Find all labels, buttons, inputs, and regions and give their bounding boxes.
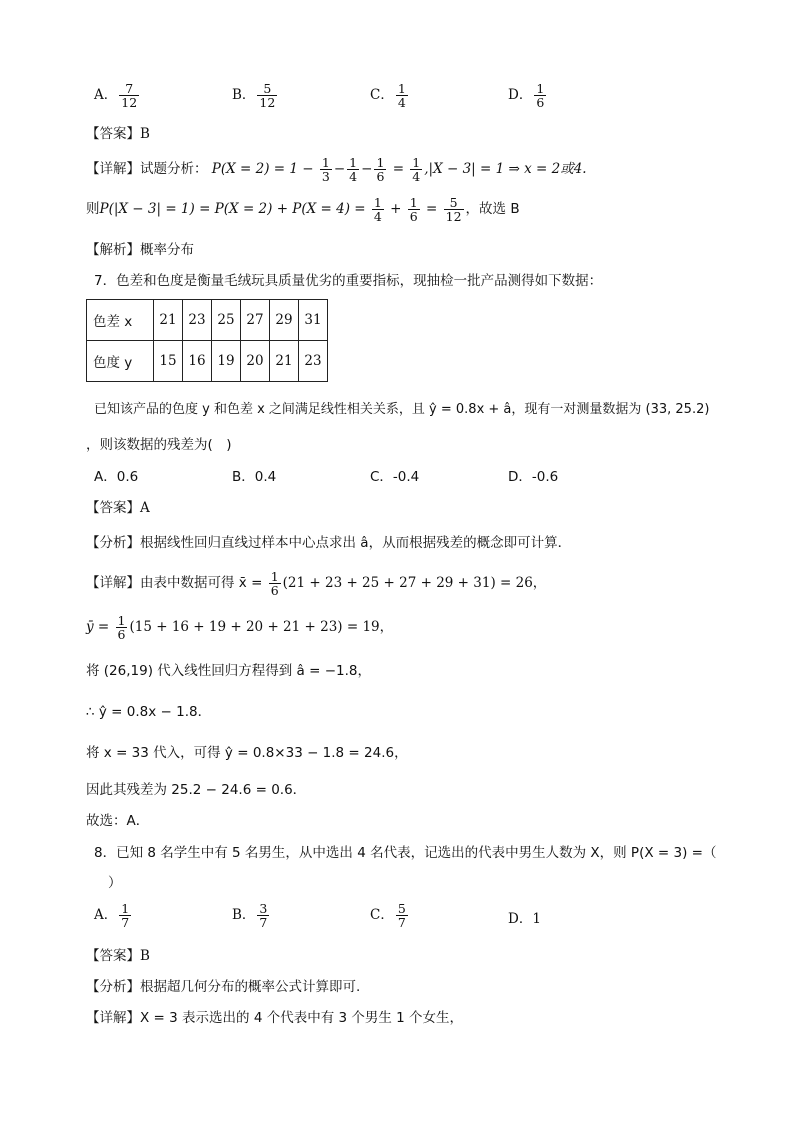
fraction: $\frac{1}{6}$ [409, 195, 418, 225]
q7-detail-xbar: 【详解】由表中数据可得 x̄ = $\frac{1}{6}$ (21 + 23 + 25 + 27 + 29 + 31) = 26， [86, 569, 547, 599]
q6-option-b: B． $\frac{5}{12}$ [232, 81, 276, 111]
answer-tag: 【答案】 [86, 500, 140, 516]
q8-option-d: D．1 [508, 911, 541, 927]
table-cell: 15 [154, 341, 183, 382]
table-cell: 21 [270, 341, 299, 382]
q7-detail-ybar: ȳ = $\frac{1}{6}$ (15 + 16 + 19 + 20 + 21 + 23) = 19， [86, 613, 394, 643]
fraction: $\frac{1}{6}$ [536, 81, 545, 111]
detail-tag: 【详解】 [86, 1010, 140, 1026]
fraction: $\frac{1}{4}$ [412, 155, 421, 185]
fraction: $\frac{1}{6}$ [270, 569, 279, 599]
q7-option-d: D．-0.6 [508, 469, 559, 485]
q7-data-table [86, 299, 328, 382]
table-cell: 29 [270, 300, 299, 341]
q6-option-d: D． $\frac{1}{6}$ [508, 81, 545, 111]
q7-step5: 故选：A． [86, 813, 150, 829]
table-row [87, 300, 328, 341]
q6-detail-line2: 则P(|X − 3| = 1) = P(X = 2) + P(X = 4) = $\frac{1}{4}$ + $\frac{1}{6}$ = $\frac{5}{12}$ ，故选 B [86, 195, 520, 225]
q7-condition-line1: 已知该产品的色度 y 和色差 x 之间满足线性相关关系，且 ŷ = 0.8x + â，现有一对测量数据为 (33, 25.2) [94, 402, 710, 417]
q6-detail-line1: 【详解】试题分析： P(X = 2) = 1 − $\frac{1}{3}$ − $\frac{1}{4}$ − $\frac{1}{6}$ = $\frac{1}{4}$ ,|X − 3| = 1 ⇒ x = 2或4. [86, 155, 587, 185]
table-cell: 19 [212, 341, 241, 382]
fraction: $\frac{5}{7}$ [397, 901, 406, 931]
table-cell: 31 [299, 300, 328, 341]
q7-fenxi: 【分析】根据线性回归直线过样本中心点求出 â，从而根据残差的概念即可计算． [86, 535, 572, 551]
q7-stem: 7．色差和色度是衡量毛绒玩具质量优劣的重要指标，现抽检一批产品测得如下数据： [94, 273, 603, 289]
q7-option-b: B．0.4 [232, 469, 277, 485]
q7-option-c: C．-0.4 [370, 469, 420, 485]
q8-fenxi: 【分析】根据超几何分布的概率公式计算即可. [86, 979, 361, 995]
fraction: $\frac{7}{12}$ [121, 81, 138, 111]
fraction: $\frac{3}{7}$ [259, 901, 268, 931]
table-cell: 23 [183, 300, 212, 341]
q7-answer: 【答案】A [86, 500, 150, 516]
table-cell: 20 [241, 341, 270, 382]
answer-tag: 【答案】 [86, 126, 140, 142]
table-header-cell: 色度 y [87, 341, 154, 382]
fraction: $\frac{1}{4}$ [397, 81, 406, 111]
fraction: $\frac{5}{12}$ [259, 81, 276, 111]
fraction: $\frac{1}{4}$ [349, 155, 358, 185]
q7-option-a: A．0.6 [94, 469, 139, 485]
table-cell: 16 [183, 341, 212, 382]
q8-stem-line1: 8．已知 8 名学生中有 5 名男生，从中选出 4 名代表，记选出的代表中男生人数为 X，则 P(X = 3) =（ [94, 845, 717, 861]
fraction: $\frac{1}{3}$ [321, 155, 330, 185]
q8-detail: 【详解】X = 3 表示选出的 4 个代表中有 3 个男生 1 个女生， [86, 1010, 464, 1026]
fraction: $\frac{1}{6}$ [117, 613, 126, 643]
q7-step1: 将 (26,19) 代入线性回归方程得到 â = −1.8， [86, 663, 372, 679]
q7-step2: ∴ ŷ = 0.8x − 1.8． [86, 704, 212, 720]
fraction: $\frac{1}{4}$ [373, 195, 382, 225]
table-cell: 21 [154, 300, 183, 341]
q8-option-b: B． $\frac{3}{7}$ [232, 901, 268, 931]
q7-step4: 因此其残差为 25.2 − 24.6 = 0.6． [86, 782, 307, 798]
fraction: $\frac{1}{7}$ [121, 901, 130, 931]
q8-stem-line2: ） [108, 875, 122, 891]
table-header-cell: 色差 x [87, 300, 154, 341]
detail-tag: 【详解】 [86, 575, 140, 592]
table-cell: 25 [212, 300, 241, 341]
table-row [87, 341, 328, 382]
fenxi-tag: 【分析】 [86, 535, 140, 551]
q7-step3: 将 x = 33 代入，可得 ŷ = 0.8×33 − 1.8 = 24.6， [86, 745, 408, 761]
analysis-tag: 【解析】 [86, 242, 140, 258]
q6-analysis: 【解析】概率分布 [86, 242, 194, 258]
q7-condition-line2: ，则该数据的残差为( ) [86, 437, 232, 453]
q8-option-c: C． $\frac{5}{7}$ [370, 901, 406, 931]
fenxi-tag: 【分析】 [86, 979, 140, 995]
q8-option-a: A． $\frac{1}{7}$ [94, 901, 130, 931]
detail-tag: 【详解】 [86, 161, 140, 178]
q8-answer: 【答案】B [86, 948, 150, 964]
q6-option-c: C． $\frac{1}{4}$ [370, 81, 406, 111]
q6-answer: 【答案】B [86, 126, 150, 142]
fraction: $\frac{1}{6}$ [376, 155, 385, 185]
fraction: $\frac{5}{12}$ [445, 195, 462, 225]
table-cell: 27 [241, 300, 270, 341]
q6-option-a: A． $\frac{7}{12}$ [94, 81, 138, 111]
answer-tag: 【答案】 [86, 948, 140, 964]
table-cell: 23 [299, 341, 328, 382]
